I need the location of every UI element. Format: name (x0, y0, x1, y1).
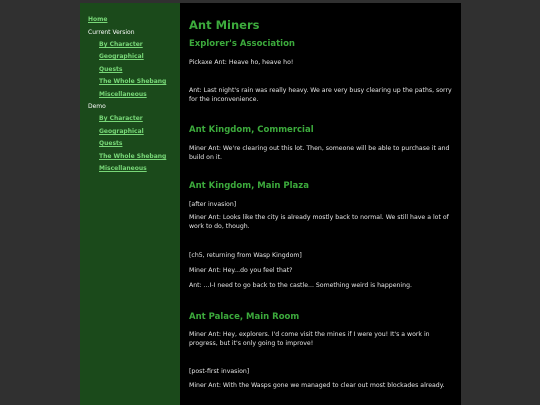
dialogue-line: Ant: Last night's rain was really heavy. We are very busy clearing up the paths, sorry for the inconvenience. (189, 87, 452, 103)
dialogue-line: Miner Ant: We're clearing out this lot. Then, someone will be able to purchase it and build on it. (189, 145, 450, 161)
dialogue-line: Miner Ant: Hey...do you feel that? (189, 267, 293, 274)
section-heading-explorers-association: Explorer's Association (189, 39, 295, 49)
dialogue-line: Pickaxe Ant: Heave ho, heave ho! (189, 59, 294, 66)
page-title: Ant Miners (189, 18, 260, 32)
page-frame (80, 3, 461, 405)
sidebar-nav (80, 3, 180, 405)
nav-current-by-character-link[interactable]: By Character (99, 41, 143, 48)
nav-current-version-heading: Current Version (88, 29, 135, 36)
nav-current-miscellaneous-link[interactable]: Miscellaneous (99, 91, 147, 98)
nav-demo-whole-shebang-link[interactable]: The Whole Shebang (99, 153, 167, 160)
dialogue-line: [ch5, returning from Wasp Kingdom] (189, 252, 302, 259)
nav-demo-geographical-link[interactable]: Geographical (99, 128, 144, 135)
dialogue-line: Miner Ant: Looks like the city is already mostly back to normal. We still have a lot of work to do, though. (189, 214, 449, 230)
nav-current-geographical-link[interactable]: Geographical (99, 53, 144, 60)
section-heading-ant-kingdom-commercial: Ant Kingdom, Commercial (189, 125, 314, 135)
nav-home-link[interactable]: Home (88, 16, 108, 23)
nav-current-whole-shebang-link[interactable]: The Whole Shebang (99, 78, 167, 85)
main-content (181, 3, 461, 405)
section-heading-ant-palace-main-room: Ant Palace, Main Room (189, 312, 300, 322)
dialogue-line: [after invasion] (189, 201, 237, 208)
dialogue-line: Miner Ant: Hey, explorers. I'd come visit the mines if I were you! It's a work in progress, but it's only going to improve! (189, 331, 430, 347)
dialogue-line: Ant: ...I-I need to go back to the castle... Something weird is happening. (189, 282, 412, 289)
dialogue-line: Miner Ant: With the Wasps gone we managed to clear out most blockades already. (189, 382, 445, 389)
nav-current-quests-link[interactable]: Quests (99, 66, 123, 73)
nav-demo-heading: Demo (88, 103, 106, 110)
dialogue-line: [post-first invasion] (189, 368, 250, 375)
nav-demo-by-character-link[interactable]: By Character (99, 115, 143, 122)
nav-demo-quests-link[interactable]: Quests (99, 140, 123, 147)
section-heading-ant-kingdom-main-plaza: Ant Kingdom, Main Plaza (189, 181, 309, 191)
nav-demo-miscellaneous-link[interactable]: Miscellaneous (99, 165, 147, 172)
